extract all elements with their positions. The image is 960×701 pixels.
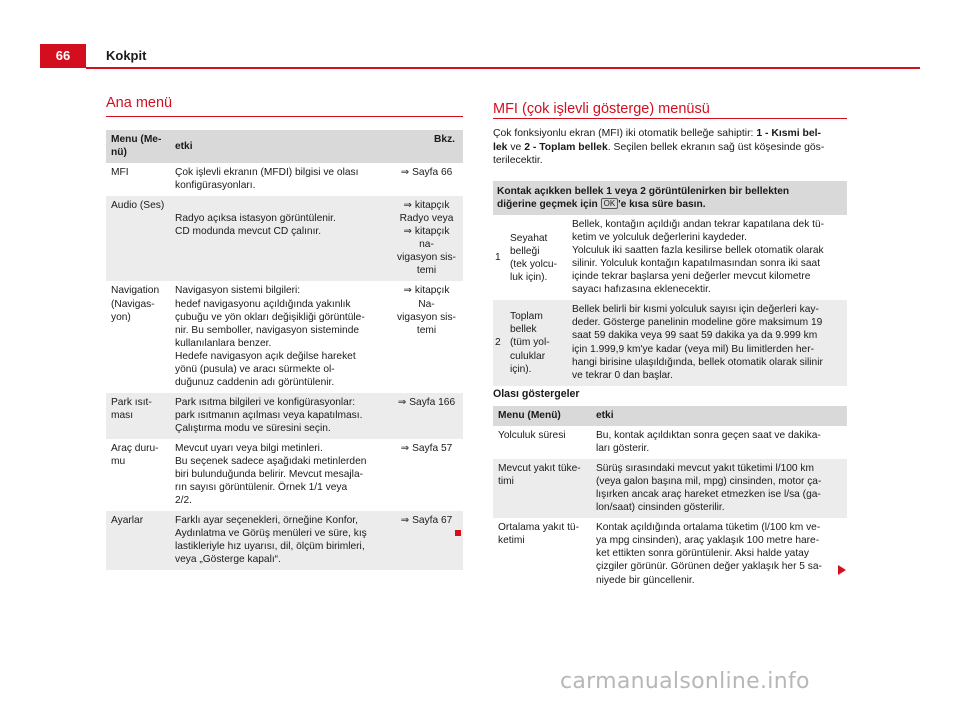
intro-bold-2: 2 - Toplam bellek (524, 141, 608, 153)
memory-number: 1 (493, 215, 507, 300)
memory-text: Bellek, kontağın açıldığı andan tekrar kapatılana dek tü- ketim ve yolculuk değerlerini kaydeder. Yolculuk iki saatten fazla kesilirse bellek otomatik olarak silinir. Yolculuk kontağın kapatılmasından sonra iki saat içinde tekrar başlarsa yeni değerler mevcut kilometre sayacı hafızasına eklenecektir. (567, 215, 847, 300)
header-rule (86, 67, 920, 69)
intro-text-1: Çok fonksiyonlu ekran (MFI) iki otomatik belleğe sahiptir: (493, 128, 757, 139)
indicator-name: Ortalama yakıt tü- ketimi (493, 518, 591, 590)
memory-table-header-text (493, 181, 847, 215)
indicator-text: Sürüş sırasındaki mevcut yakıt tüketimi l/100 km (veya galon başına mil, mpg) cinsinden, motor ça- lışırken ancak araç hareket etmezken ise l/sa (ga- lon/saat) cinsinden gösterilir. (591, 459, 847, 518)
memory-table-header (493, 181, 847, 215)
effect-cell: Mevcut uyarı veya bilgi metinleri. Bu seçenek sadece aşağıdaki metinlerden biri bulunduğunda belirir. Mevcut mesajla- rın sayısı görüntülenir. Örnek 1/1 veya 2/2. (170, 439, 390, 511)
memory-label: Toplam bellek (tüm yol- culuklar için). (507, 300, 567, 385)
main-menu-table (106, 130, 463, 570)
menu-cell: MFI (106, 163, 170, 196)
page-number: 66 (40, 44, 86, 68)
menu-cell: Ayarlar (106, 511, 170, 570)
ind-col-header-menu: Menu (Menü) (493, 406, 591, 426)
memory-row (493, 300, 847, 385)
indicators-table (493, 406, 847, 591)
ind-col-header-effect: etki (591, 406, 847, 426)
menu-cell: Araç duru- mu (106, 439, 170, 511)
table-row (106, 163, 463, 196)
section-heading-main-menu: Ana menü (106, 95, 173, 111)
ref-cell: ⇒ Sayfa 67 (390, 511, 463, 570)
col-header-effect: etki (170, 130, 390, 163)
table-row (106, 196, 463, 281)
indicator-text: Bu, kontak açıldıktan sonra geçen saat ve dakika- ları gösterir. (591, 426, 847, 459)
intro-text-3: . Seçilen bellek ekranın sağ üst köşesinde gös- terilecektir. (493, 141, 825, 167)
intro-text-2: ve (507, 141, 525, 153)
effect-cell: Navigasyon sistemi bilgileri: hedef navigasyonu açıldığında yakınlık çubuğu ve yön okları değişikliği görüntüle- nir. Bu semboller, navigasyon sisteminde kullanılanlara benzer. Hedefe navigasyon açık değilse hareket yönü (pusula) ve aracı sürmekte ol- duğunuz caddenin adı görüntülenir. (170, 281, 390, 392)
memory-table (493, 181, 847, 386)
subheading-possible-indicators: Olası göstergeler (493, 388, 580, 400)
effect-cell: Farklı ayar seçenekleri, örneğine Konfor, Aydınlatma ve Görüş menüleri ve süre, kış lastikleriyle hız uyarısı, dil, ölçüm birimleri, veya „Gösterge kapalı“. (170, 511, 390, 570)
indicator-row (493, 426, 847, 459)
ref-cell: ⇒ Sayfa 66 (390, 163, 463, 196)
menu-cell: Park ısıt- ması (106, 393, 170, 439)
ref-cell: ⇒ kitapçık Na- vigasyon sis- temi (390, 281, 463, 392)
indicator-name: Yolculuk süresi (493, 426, 591, 459)
continue-arrow-icon (838, 565, 846, 575)
ok-key-icon: OK (601, 198, 619, 209)
ref-cell: ⇒ Sayfa 166 (390, 393, 463, 439)
ref-cell: ⇒ Sayfa 57 (390, 439, 463, 511)
indicators-header-row (493, 406, 847, 426)
section-heading-mfi-menu: MFI (çok işlevli gösterge) menüsü (493, 101, 710, 117)
table-row (106, 439, 463, 511)
section-rule-right (493, 118, 847, 119)
indicator-row (493, 518, 847, 590)
table-row (106, 393, 463, 439)
memory-number: 2 (493, 300, 507, 385)
effect-cell: Radyo açıksa istasyon görüntülenir. CD modunda mevcut CD çalınır. (170, 196, 390, 281)
ref-cell: ⇒ kitapçık Radyo veya ⇒ kitapçık na- vigasyon sis- temi (390, 196, 463, 281)
memory-text: Bellek belirli bir kısmi yolculuk sayısı için değerleri kay- deder. Gösterge panelinin modeline göre maksimum 19 saat 59 dakika veya 99 saat 59 dakika ya da 9.999 km için 1.999,9 km'ye kadar (veya mil) Bu limitlerden her- hangi birisine ulaşıldığında, bellek otomatik olarak silinir ve tekrar 0 dan başlar. (567, 300, 847, 385)
table-row (106, 511, 463, 570)
section-rule-left (106, 116, 463, 117)
col-header-ref: Bkz. (390, 130, 463, 163)
memory-row (493, 215, 847, 300)
indicator-row (493, 459, 847, 518)
memory-header-text-b: 'e kısa süre basın. (618, 199, 706, 211)
indicator-text: Kontak açıldığında ortalama tüketim (l/100 km ve- ya mpg cinsinden), araç yaklaşık 100 metre hare- ket ettikten sonra görüntülenir. Aksi halde yatay çizgiler görünür. Görünen değer yaklaşık her 5 sa- niyede bir güncellenir. (591, 518, 847, 590)
effect-cell: Çok işlevli ekranın (MFDI) bilgisi ve olası konfigürasyonları. (170, 163, 390, 196)
menu-cell: Audio (Ses) (106, 196, 170, 281)
indicator-name: Mevcut yakıt tüke- timi (493, 459, 591, 518)
table-header-row (106, 130, 463, 163)
effect-cell: Park ısıtma bilgileri ve konfigürasyonlar: park ısıtmanın açılması veya kapatılması. Çalıştırma modu ve süresini seçin. (170, 393, 390, 439)
watermark: carmanualsonline.info (560, 669, 810, 694)
section-end-mark (455, 530, 461, 536)
intro-paragraph (493, 127, 845, 168)
page-title: Kokpit (106, 48, 147, 63)
table-row (106, 281, 463, 392)
memory-header-text-a: Kontak açıkken bellek 1 veya 2 görüntülenirken bir bellekten diğerine geçmek için (497, 186, 790, 211)
menu-cell: Navigation (Navigas- yon) (106, 281, 170, 392)
col-header-menu: Menu (Me- nü) (106, 130, 170, 163)
memory-label: Seyahat belleği (tek yolcu- luk için). (507, 215, 567, 300)
intro-bold-1: 1 - Kısmi bel- lek (493, 128, 822, 153)
